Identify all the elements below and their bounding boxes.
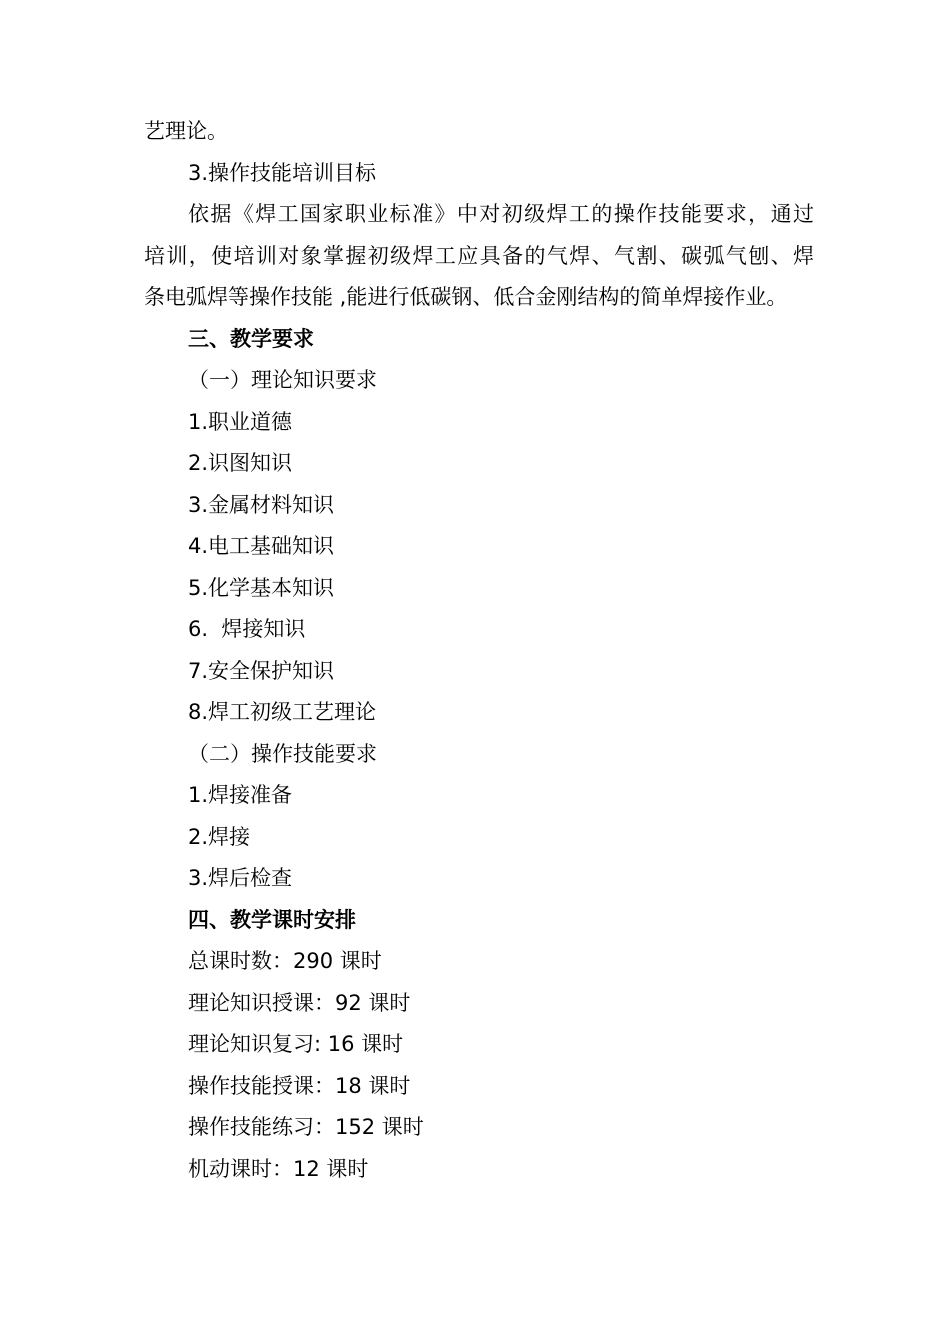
section-3-title: 3.操作技能培训目标 — [188, 160, 377, 185]
hours-item: 总课时数：290 课时 — [188, 949, 382, 973]
list-item: 6. 焊接知识 — [188, 617, 306, 641]
subheading-theory-requirements: （一）理论知识要求 — [188, 368, 377, 392]
list-item: 2.焊接 — [188, 824, 251, 849]
hours-item: 操作技能授课：18 课时 — [188, 1073, 411, 1098]
document-body — [144, 111, 814, 1190]
hours-item: 理论知识授课：92 课时 — [188, 990, 411, 1015]
subheading-skill-requirements: （二）操作技能要求 — [188, 741, 377, 766]
hours-item: 理论知识复习: 16 课时 — [188, 1032, 404, 1056]
list-item: 8.焊工初级工艺理论 — [188, 700, 377, 724]
hours-item: 操作技能练习：152 课时 — [188, 1115, 424, 1139]
list-item: 7.安全保护知识 — [188, 658, 335, 683]
hours-item: 机动课时：12 课时 — [188, 1156, 369, 1181]
list-item: 3.金属材料知识 — [188, 492, 335, 517]
list-item: 5.化学基本知识 — [188, 575, 335, 600]
paragraph-line: 培训，使培训对象掌握初级焊工应具备的气焊、气割、碳弧气刨、焊 — [144, 243, 814, 268]
list-item: 2.识图知识 — [188, 451, 293, 475]
paragraph-line: 条电弧焊等操作技能 ,能进行低碳钢、低合金刚结构的简单焊接作业。 — [144, 285, 788, 309]
paragraph-line: 依据《焊工国家职业标准》中对初级焊工的操作技能要求，通过 — [188, 202, 814, 226]
list-item: 1.焊接准备 — [188, 783, 293, 807]
list-item: 4.电工基础知识 — [188, 534, 335, 558]
list-item: 3.焊后检查 — [188, 866, 293, 890]
intro-tail: 艺理论。 — [144, 119, 228, 143]
heading-teaching-hours: 四、教学课时安排 — [188, 907, 356, 932]
heading-teaching-requirements: 三、教学要求 — [188, 326, 314, 351]
list-item: 1.职业道德 — [188, 409, 293, 434]
